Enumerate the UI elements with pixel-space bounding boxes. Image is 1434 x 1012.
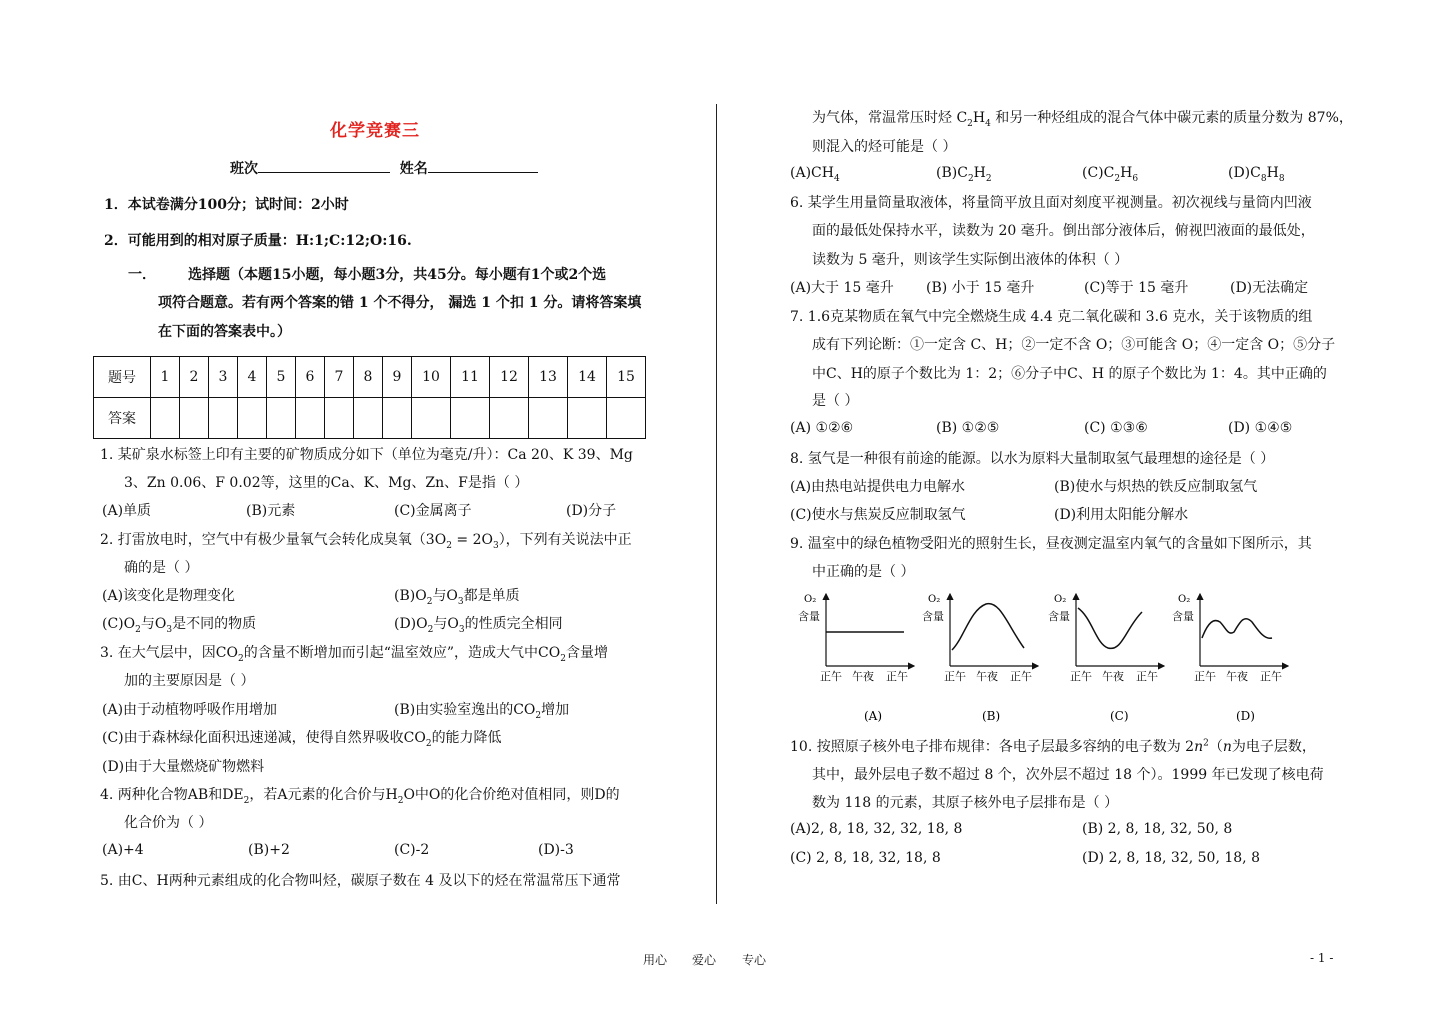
section-line-3: 在下面的答案表中。） (158, 324, 291, 340)
y-label-bottom: 含量 (798, 610, 820, 623)
note-2: 2．可能用到的相对原子质量：H:1;C:12;O:16. (104, 233, 412, 249)
q8-option-d: (D)利用太阳能分解水 (1054, 507, 1189, 523)
x-tick: 正午 (1136, 670, 1158, 683)
q3-option-d: (D)由于大量燃烧矿物燃料 (102, 759, 265, 775)
section-line-1: 选择题（本题15小题，每小题3分，共45分。每小题有1个或2个选 (188, 267, 607, 283)
x-tick: 午夜 (1226, 670, 1248, 683)
answer-cell[interactable] (209, 398, 238, 439)
class-label: 班次 (230, 161, 258, 177)
answer-cell[interactable] (296, 398, 325, 439)
section-line-2: 项符合题意。若有两个答案的错 1 个不得分， 漏选 1 个扣 1 分。请将答案填 (158, 295, 642, 311)
answer-cell[interactable] (238, 398, 267, 439)
q2-option-b: $(B)O_2$与$O_3$都是单质 (394, 588, 520, 607)
x-tick: 午夜 (852, 670, 874, 683)
q6-line-3: 读数为 5 毫升，则该学生实际倒出液体的体积（ ） (812, 252, 1129, 268)
note-1: 1．本试卷满分100分；试时间：2小时 (104, 197, 349, 213)
q1-option-b: (B)元素 (246, 503, 296, 519)
x-tick: 正午 (1194, 670, 1216, 683)
q10-option-c: (C) 2, 8, 18, 32, 18, 8 (790, 850, 941, 866)
column-divider (716, 104, 717, 904)
curve-d (1202, 619, 1272, 639)
y-label-top: O₂ (928, 594, 941, 605)
q6-option-b: (B) 小于 15 毫升 (926, 280, 1035, 296)
q7-option-c: (C) ①③⑥ (1084, 420, 1148, 436)
q4-option-d: (D)-3 (538, 842, 574, 858)
x-tick: 正午 (1010, 670, 1032, 683)
q5-option-d: $(D)C_8H_8$ (1228, 165, 1285, 184)
y-label-top: O₂ (804, 594, 817, 605)
footer-text-3: 专心 (742, 953, 767, 967)
number-cell: 3 (209, 357, 238, 398)
q5-option-b: $(B)C_2H_2$ (936, 165, 992, 184)
number-cell: 6 (296, 357, 325, 398)
y-label-bottom: 含量 (1048, 610, 1070, 623)
x-tick: 正午 (944, 670, 966, 683)
q6-option-c: (C)等于 15 毫升 (1084, 280, 1189, 296)
graph-caption-b: (B) (982, 709, 1001, 723)
q6-line-2: 面的最低处保持水平，读数为 20 毫升。倒出部分液体后，俯视凹液面的最低处， (812, 223, 1315, 239)
q7-line-2: 成有下列论断：①一定含 C、H；②一定不含 O；③可能含 O；④一定含 O；⑤分子 (812, 337, 1336, 353)
q1-option-a: (A)单质 (102, 503, 152, 519)
x-tick: 午夜 (1102, 670, 1124, 683)
section-number: 一． (128, 267, 156, 283)
q2-option-c: $(C)O_2$与$O_3$是不同的物质 (102, 616, 257, 635)
number-cell: 9 (383, 357, 412, 398)
answer-cell[interactable] (607, 398, 646, 439)
number-cell: 8 (354, 357, 383, 398)
q5-option-c: $(C)C_2H_6$ (1082, 165, 1139, 184)
graph-a (798, 594, 914, 723)
name-blank (428, 158, 538, 173)
answer-cell[interactable] (383, 398, 412, 439)
x-tick: 午夜 (976, 670, 998, 683)
q3-option-b: (B)由实验室逸出的$CO_2$增加 (394, 702, 570, 721)
q3-line-1: 3. 在大气层中，因$CO_2$的含量不断增加而引起“温室效应”，造成大气中$CO_2$含量增 (100, 645, 608, 664)
q3-option-c: (C)由于森林绿化面积迅速递减，使得自然界吸收$CO_2$的能力降低 (102, 730, 502, 749)
footer-text-2: 爱心 (692, 953, 717, 967)
q10-option-a: (A)2, 8, 18, 32, 32, 18, 8 (790, 821, 963, 837)
q7-option-b: (B) ①②⑤ (936, 420, 1000, 436)
y-label-bottom: 含量 (922, 610, 944, 623)
q6-option-a: (A)大于 15 毫升 (790, 280, 894, 296)
answer-cell[interactable] (568, 398, 607, 439)
q10-line-3: 数为 118 的元素，其原子核外电子层排布是（ ） (812, 795, 1119, 811)
number-cell: 14 (568, 357, 607, 398)
curve-b (952, 604, 1024, 650)
q7-option-d: (D) ①④⑤ (1228, 420, 1293, 436)
q8-option-a: (A)由热电站提供电力电解水 (790, 479, 966, 495)
answer-cell[interactable] (451, 398, 490, 439)
q1-line-2: 3、Zn 0.06、F 0.02等，这里的Ca、K、Mg、Zn、F是指（ ） (124, 475, 529, 491)
class-name-line (230, 158, 538, 178)
page-number: - 1 - (1310, 951, 1334, 965)
q9-line-1: 9. 温室中的绿色植物受阳光的照射生长，昼夜测定温室内氧气的含量如下图所示，其 (790, 536, 1312, 552)
q8-line-1: 8. 氢气是一种很有前途的能源。以水为原料大量制取氢气最理想的途径是（ ） (790, 451, 1275, 467)
answer-cell[interactable] (325, 398, 354, 439)
number-cell: 12 (490, 357, 529, 398)
q3-line-2: 加的主要原因是（ ） (124, 673, 255, 689)
q8-option-c: (C)使水与焦炭反应制取氢气 (790, 507, 966, 523)
answer-table (93, 356, 646, 439)
q2-option-d: $(D)O_2$与$O_3$的性质完全相同 (394, 616, 563, 635)
y-label-bottom: 含量 (1172, 610, 1194, 623)
answer-cell[interactable] (412, 398, 451, 439)
curve-c (1078, 608, 1142, 648)
answer-table-number-row (94, 357, 646, 398)
x-tick: 正午 (1260, 670, 1282, 683)
graph-b (922, 594, 1038, 723)
class-blank (258, 158, 390, 173)
answer-cell[interactable] (180, 398, 209, 439)
q4-option-c: (C)-2 (394, 842, 430, 858)
q10-option-b: (B) 2, 8, 18, 32, 50, 8 (1082, 821, 1233, 837)
q4-line-2: 化合价为（ ） (124, 815, 213, 831)
number-cell: 15 (607, 357, 646, 398)
q5-option-a: $(A)CH_4$ (790, 165, 840, 184)
number-cell: 10 (412, 357, 451, 398)
q2-line-2: 确的是（ ） (124, 560, 199, 576)
footer-text-1: 用心 (643, 953, 668, 967)
q4-option-a: (A)+4 (102, 842, 144, 858)
row-label-number: 题号 (94, 357, 151, 398)
q7-line-3: 中C、H的原子个数比为 1：2；⑥分子中C、H 的原子个数比为 1：4。其中正确的 (812, 366, 1327, 382)
q1-option-c: (C)金属离子 (394, 503, 472, 519)
y-label-top: O₂ (1054, 594, 1067, 605)
graph-caption-d: (D) (1236, 709, 1255, 723)
q10-line-2: 其中，最外层电子数不超过 8 个，次外层不超过 18 个）。1999 年已发现了核电荷 (812, 767, 1324, 783)
number-cell: 5 (267, 357, 296, 398)
number-cell: 1 (151, 357, 180, 398)
graph-caption-a: (A) (864, 709, 883, 723)
q7-line-1: 7. 1.6克某物质在氧气中完全燃烧生成 4.4 克二氧化碳和 3.6 克水，关于该物质的组 (790, 309, 1313, 325)
x-tick: 正午 (1070, 670, 1092, 683)
y-label-top: O₂ (1178, 594, 1191, 605)
q8-option-b: (B)使水与炽热的铁反应制取氢气 (1054, 479, 1258, 495)
q10-line-1: 10. 按照原子核外电子排布规律：各电子层最多容纳的电子数为 $2n^2(n$为电子层数， (790, 738, 1316, 755)
page-title: 化学竞赛三 (330, 121, 420, 141)
x-tick: 正午 (886, 670, 908, 683)
number-cell: 2 (180, 357, 209, 398)
row-label-answer: 答案 (94, 398, 151, 439)
q2-option-a: (A)该变化是物理变化 (102, 588, 236, 604)
q6-option-d: (D)无法确定 (1230, 280, 1309, 296)
q3-option-a: (A)由于动植物呼吸作用增加 (102, 702, 278, 718)
number-cell: 7 (325, 357, 354, 398)
graph-c (1048, 594, 1164, 723)
q7-line-4: 是（ ） (812, 393, 859, 409)
q5-line-2: 为气体，常温常压时烃 $C_2H_4$ 和另一种烃组成的混合气体中碳元素的质量分数为 87%， (812, 110, 1353, 129)
q7-option-a: (A) ①②⑥ (790, 420, 854, 436)
q5-line-1: 5. 由C、H两种元素组成的化合物叫烃，碳原子数在 4 及以下的烃在常温常压下通常 (100, 873, 621, 889)
answer-cell[interactable] (490, 398, 529, 439)
q10-option-d: (D) 2, 8, 18, 32, 50, 18, 8 (1082, 850, 1260, 866)
oxygen-graphs (790, 588, 1310, 730)
answer-cell[interactable] (529, 398, 568, 439)
q2-line-1: 2. 打雷放电时，空气中有极少量氧气会转化成臭氧$(3O_2 = 2O_3)$，下列有关说法中正 (100, 532, 632, 551)
number-cell: 11 (451, 357, 490, 398)
q9-line-2: 中正确的是（ ） (812, 564, 915, 580)
q4-option-b: (B)+2 (248, 842, 290, 858)
graph-d (1172, 594, 1288, 723)
q6-line-1: 6. 某学生用量筒量取液体，将量筒平放且面对刻度平视测量。初次视线与量筒内凹液 (790, 195, 1312, 211)
q1-line-1: 1. 某矿泉水标签上印有主要的矿物质成分如下（单位为毫克/升）：Ca 20、K 39、Mg (100, 447, 633, 463)
name-label: 姓名 (399, 161, 428, 177)
q5-line-3: 则混入的烃可能是（ ） (812, 139, 957, 155)
number-cell: 13 (529, 357, 568, 398)
answer-table-answer-row (94, 398, 646, 439)
number-cell: 4 (238, 357, 267, 398)
graph-caption-c: (C) (1110, 709, 1129, 723)
q1-option-d: (D)分子 (566, 503, 617, 519)
answer-cell[interactable] (151, 398, 180, 439)
q4-line-1: 4. 两种化合物AB和$DE_2$，若A元素的化合价与$H_2O$中O的化合价绝对值相同，则D的 (100, 787, 620, 806)
answer-cell[interactable] (267, 398, 296, 439)
answer-cell[interactable] (354, 398, 383, 439)
x-tick: 正午 (820, 670, 842, 683)
